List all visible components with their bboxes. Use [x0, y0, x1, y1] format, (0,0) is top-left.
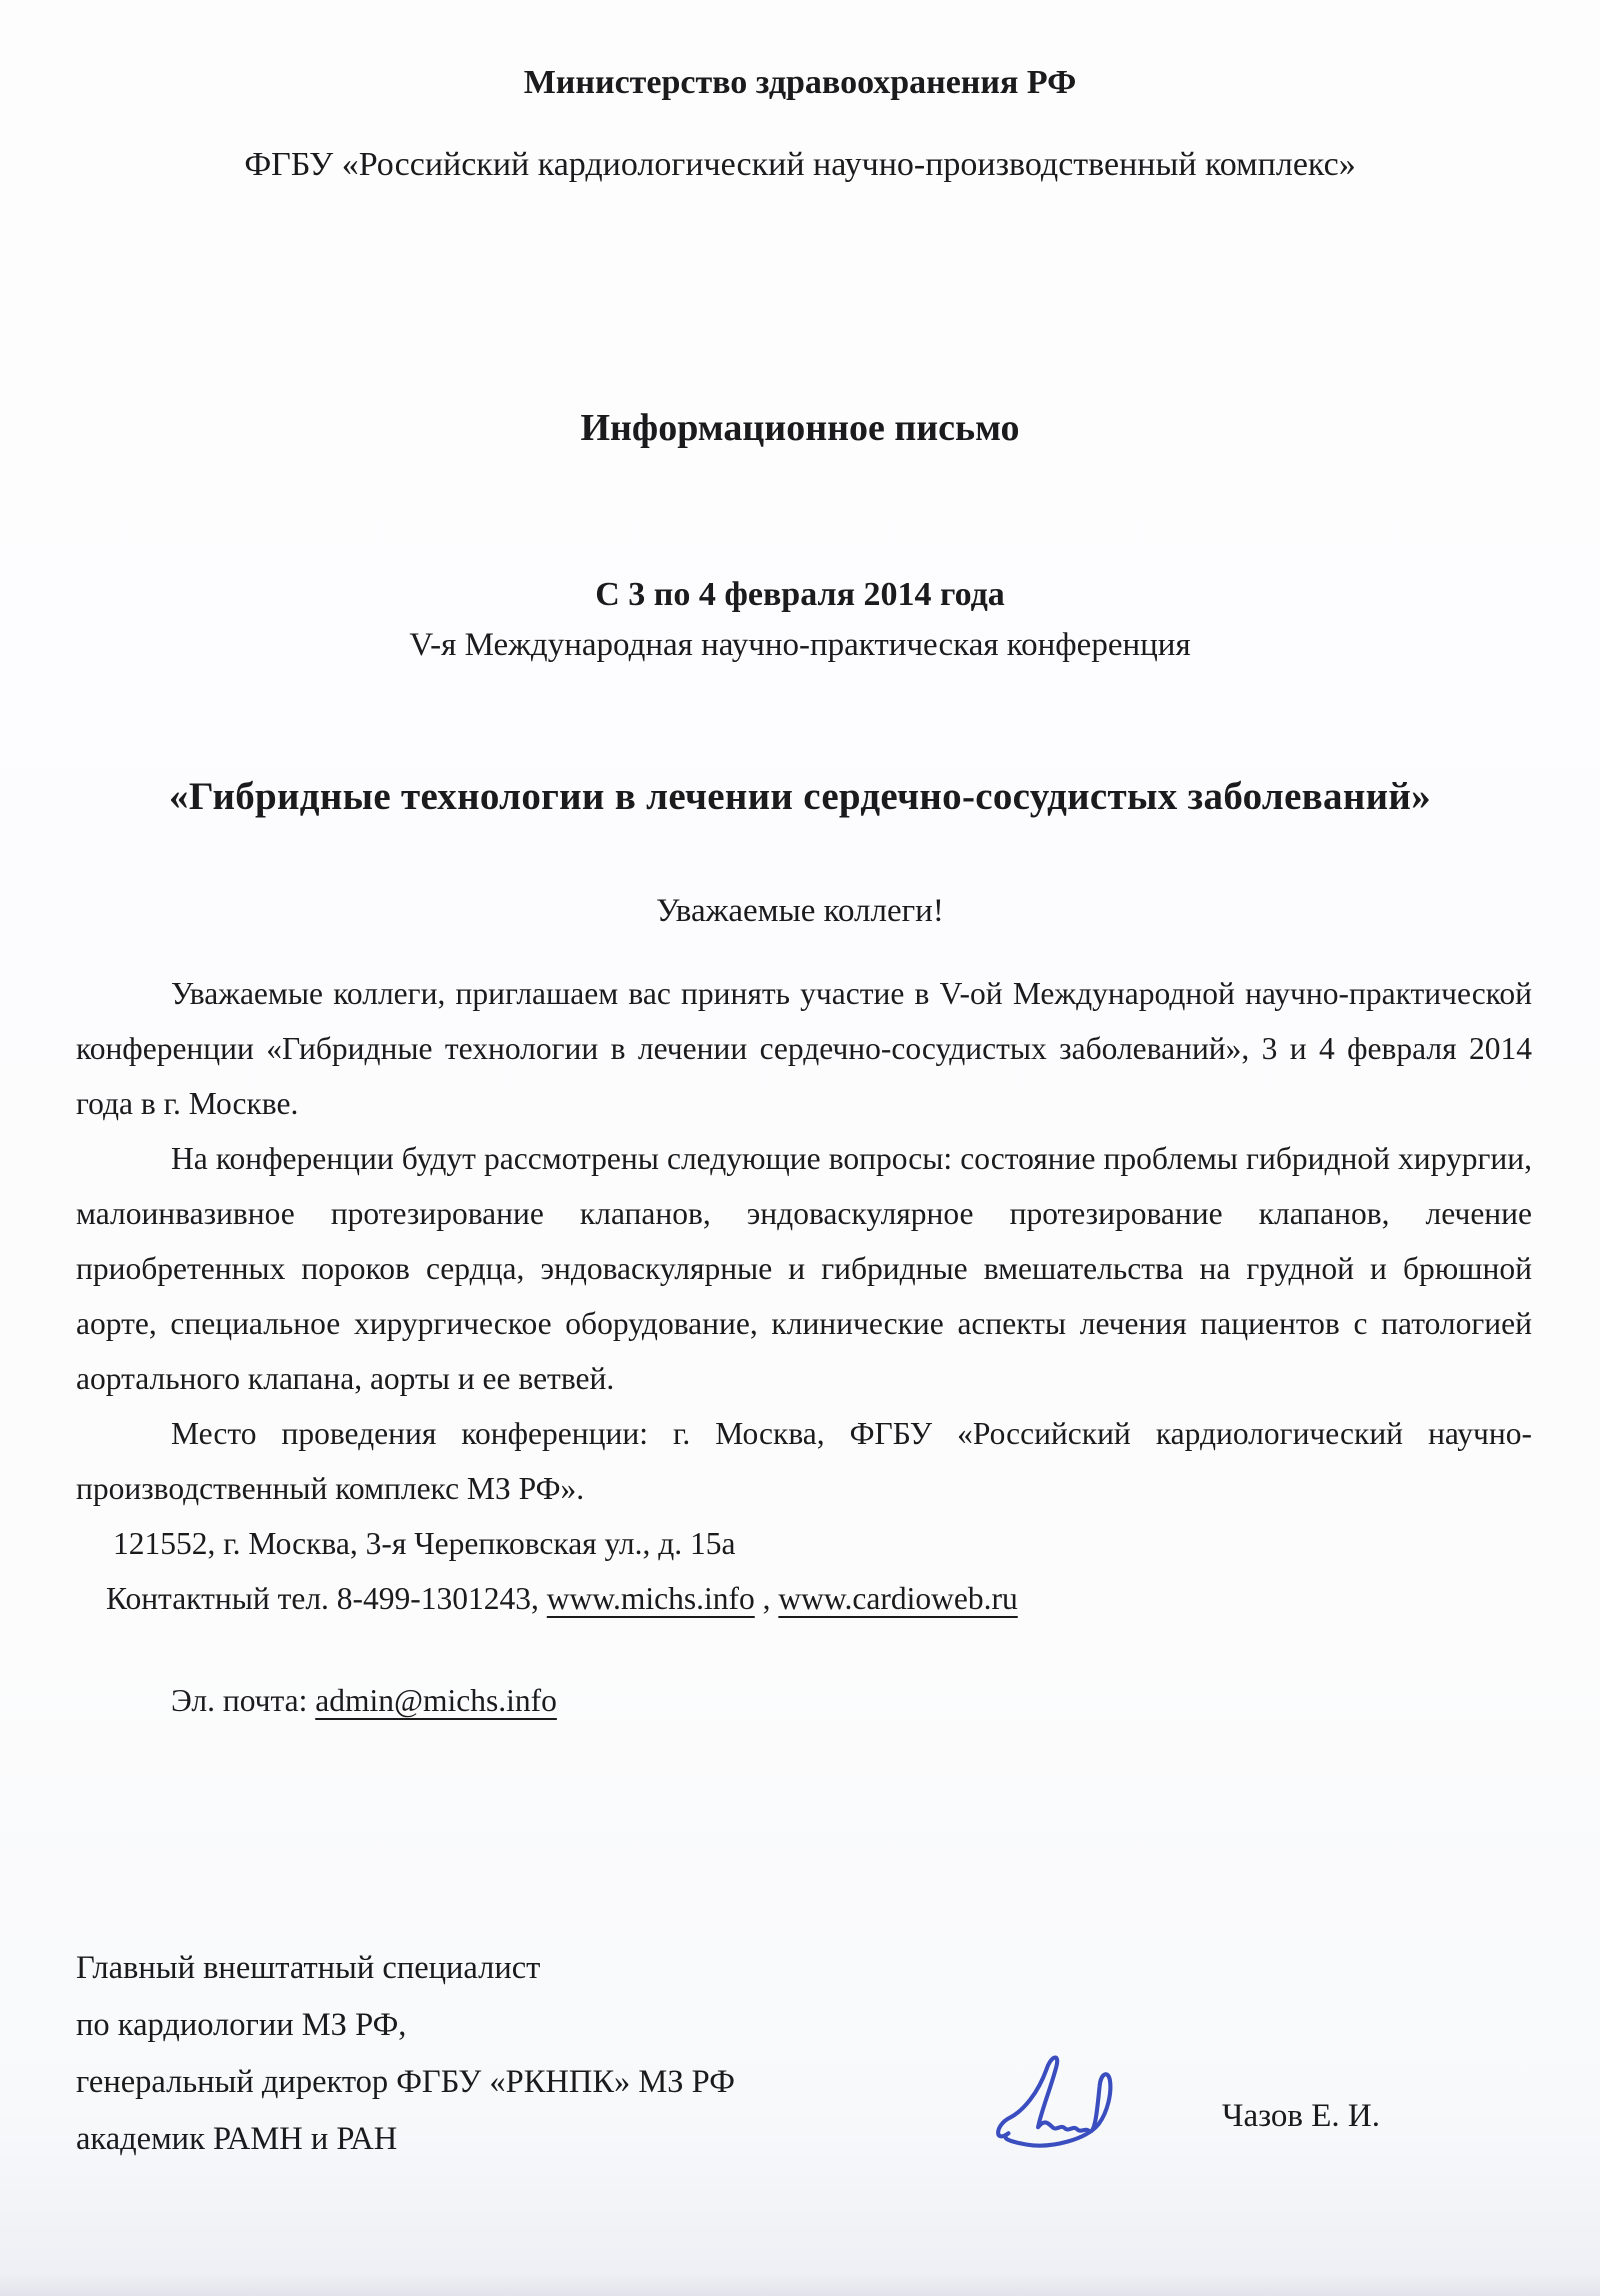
contact-line: [106, 1571, 1532, 1626]
email-line: [171, 1673, 1532, 1728]
document-title: Информационное письмо: [580, 407, 1020, 449]
event-name: «Гибридные технологии в лечении сердечно-сосудистых заболеваний»: [169, 775, 1431, 818]
signer-title-line-2: по кардиологии МЗ РФ,: [76, 2007, 407, 2043]
email-link[interactable]: admin@michs.info: [315, 1683, 557, 1718]
michs-site-link[interactable]: www.michs.info: [546, 1581, 755, 1616]
signer-name: Чазов Е. И.: [1222, 2098, 1381, 2134]
salutation: Уважаемые коллеги!: [656, 893, 944, 929]
cardioweb-site-link[interactable]: www.cardioweb.ru: [778, 1581, 1018, 1616]
letter-body: [76, 966, 1532, 1728]
ministry-header: Министерство здравоохранения РФ: [523, 64, 1077, 101]
venue-address: 121552, г. Москва, 3-я Черепковская ул., д. 15а: [113, 1526, 736, 1561]
paragraph-topics: На конференции будут рассмотрены следующие вопросы: состояние проблемы гибридной хирургии, малоинвазивное протезирование клапанов, эндоваскулярное протезирование клапанов, лечение приобретенных пороков сердца, эндоваскулярные и гибридные вмешательства на грудной и брюшной аорте, специальное хирургическое оборудование, клинические аспекты лечения пациентов с патологией аортального клапана, аорты и ее ветвей.: [76, 1141, 1532, 1396]
paragraph-venue: Место проведения конференции: г. Москва, ФГБУ «Российский кардиологический научно-производственный комплекс МЗ РФ».: [76, 1416, 1532, 1506]
contact-phone: Контактный тел. 8-499-1301243,: [106, 1581, 547, 1616]
link-separator: ,: [754, 1581, 779, 1616]
signature-stroke: [998, 2057, 1110, 2145]
handwritten-signature-ink: [992, 2032, 1197, 2167]
organization-header: ФГБУ «Российский кардиологический научно-производственный комплекс»: [244, 146, 1356, 183]
paragraph-invitation: Уважаемые коллеги, приглашаем вас принять участие в V-ой Международной научно-практической конференции «Гибридные технологии в лечении сердечно-сосудистых заболеваний», 3 и 4 февраля 2014 года в г. Москве.: [76, 976, 1532, 1121]
signer-title-line-1: Главный внештатный специалист: [76, 1950, 541, 1986]
signer-title-line-4: академик РАМН и РАН: [76, 2121, 398, 2157]
email-label: Эл. почта:: [171, 1683, 308, 1718]
event-series: V-я Международная научно-практическая конференция: [409, 627, 1191, 663]
signer-title-line-3: генеральный директор ФГБУ «РКНПК» МЗ РФ: [76, 2064, 735, 2100]
event-dates: С 3 по 4 февраля 2014 года: [595, 576, 1005, 613]
signature-block: [76, 1940, 735, 2168]
